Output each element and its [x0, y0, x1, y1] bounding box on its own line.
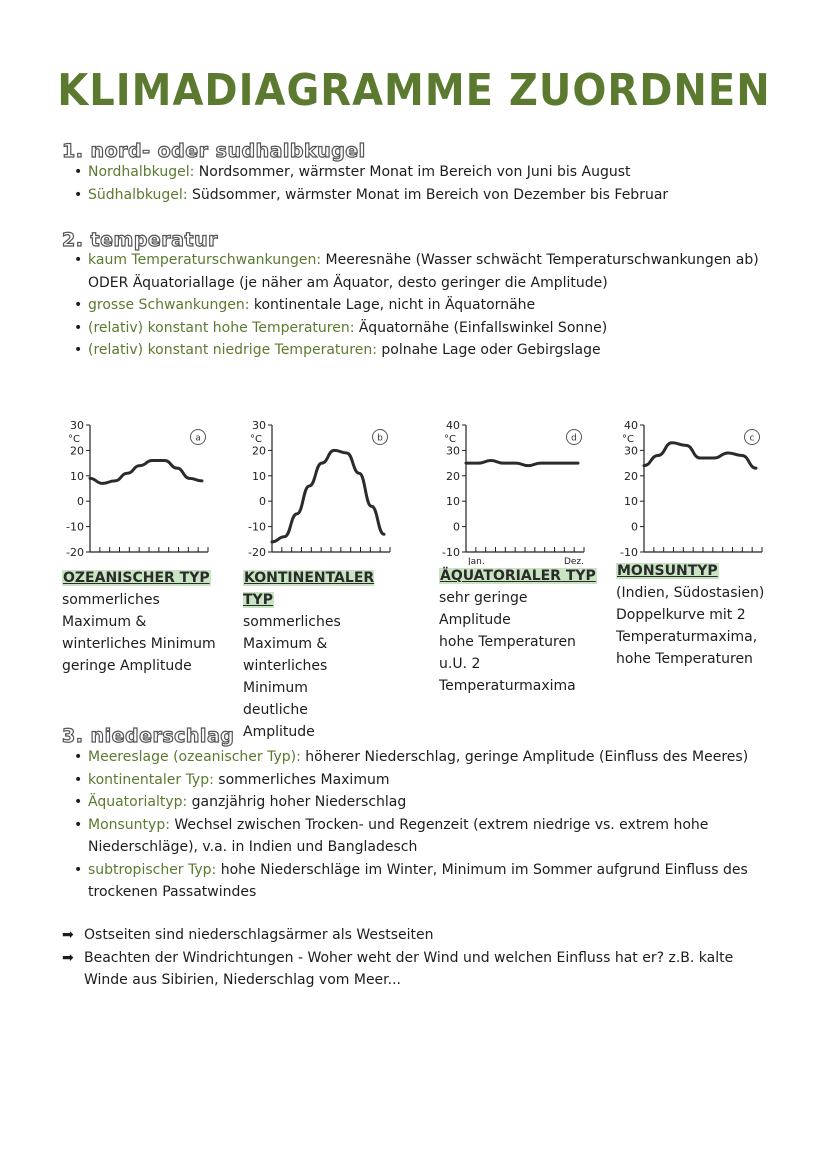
y-tick-label: -10 — [66, 520, 84, 534]
caption-line: hohe Temperaturen — [616, 651, 753, 667]
item-label: Südhalbkugel: — [88, 186, 188, 203]
temperature-curve — [272, 450, 384, 541]
item-label: grosse Schwankungen: — [88, 297, 250, 313]
y-tick-label: 10 — [252, 469, 266, 483]
item-label: Äquatorialtyp: — [88, 794, 188, 810]
caption-line: Temperaturmaxima — [439, 678, 576, 694]
item-text-cont: Niederschläge), v.a. in Indien und Bangladesch — [88, 839, 418, 855]
note-text: Beachten der Windrichtungen - Woher weht der Wind und welchen Einfluss hat er? z.B. kalte — [84, 949, 734, 966]
item-text: polnahe Lage oder Gebirgslage — [376, 342, 601, 358]
arrow-right-icon: ➡ — [62, 949, 74, 966]
list-item — [72, 184, 668, 207]
item-label: Nordhalbkugel: — [88, 164, 195, 180]
y-tick-label: 30 — [70, 419, 84, 432]
caption-line: sommerliches — [62, 592, 160, 608]
item-text: Äquatornähe (Einfallswinkel Sonne) — [354, 319, 608, 336]
list-item — [72, 814, 748, 859]
y-tick-label: -10 — [248, 520, 266, 534]
notes — [62, 924, 733, 992]
y-tick-label: 0 — [631, 520, 638, 534]
y-tick-label: 10 — [446, 495, 460, 509]
note-item — [62, 924, 733, 947]
unit-label: °C — [250, 434, 262, 445]
list-item — [72, 249, 759, 294]
caption-line: Maximum & — [62, 614, 147, 630]
item-text-cont: ODER Äquatoriallage (je näher am Äquator, desto geringer die Amplitude) — [88, 274, 608, 291]
y-tick-label: 10 — [624, 495, 638, 509]
y-tick-label: 20 — [70, 444, 84, 458]
caption-title: KONTINENTALER TYP — [243, 570, 375, 608]
page-title: KLIMADIAGRAMME ZUORDNEN — [57, 66, 771, 116]
list-item — [72, 317, 759, 340]
note-text-cont: Winde aus Sibirien, Niederschlag vom Meer... — [84, 972, 401, 988]
item-text: sommerliches Maximum — [213, 771, 390, 788]
caption-equatorial — [439, 565, 597, 697]
list-item — [72, 746, 748, 769]
y-tick-label: 0 — [453, 520, 460, 534]
unit-label: °C — [444, 434, 456, 445]
caption-title: OZEANISCHER TYP — [63, 570, 210, 586]
item-text: höherer Niederschlag, geringe Amplitude (Einfluss des Meeres) — [300, 749, 749, 765]
caption-line: u.U. 2 — [439, 656, 481, 672]
y-tick-label: -10 — [620, 546, 638, 559]
y-tick-label: 40 — [624, 419, 638, 432]
x-tick-label: Jan. — [468, 557, 485, 565]
y-tick-label: 20 — [624, 469, 638, 483]
item-label: kontinentaler Typ: — [88, 771, 214, 788]
item-text: Nordsommer, wärmster Monat im Bereich von Juni bis August — [194, 164, 631, 180]
temperature-list — [72, 249, 759, 362]
temperature-curve — [644, 443, 756, 468]
section-heading-hemisphere: 1. nord- oder sudhalbkugel — [62, 140, 366, 162]
arrow-right-icon: ➡ — [62, 927, 74, 943]
note-text: Ostseiten sind niederschlagsärmer als Westseiten — [84, 927, 434, 943]
badge-label: b — [377, 433, 383, 444]
item-label: Meereslage (ozeanischer Typ): — [88, 749, 301, 765]
climate-chart-equatorial — [432, 415, 602, 565]
y-tick-label: 0 — [259, 495, 266, 509]
caption-title: ÄQUATORIALER TYP — [440, 568, 596, 584]
item-label: kaum Temperaturschwankungen: — [88, 252, 322, 268]
precipitation-list — [72, 746, 748, 904]
climate-chart-continental — [238, 415, 408, 565]
y-tick-label: -20 — [66, 546, 84, 559]
y-tick-label: 0 — [77, 495, 84, 509]
caption-line: geringe Amplitude — [62, 658, 192, 674]
item-text-cont: trockenen Passatwindes — [88, 884, 257, 900]
item-text: Wechsel zwischen Trocken- und Regenzeit (extrem niedrige vs. extrem hohe — [169, 816, 709, 833]
list-item — [72, 339, 759, 362]
caption-line: winterliches Minimum — [243, 658, 328, 696]
badge-label: d — [571, 433, 577, 444]
list-item — [72, 791, 748, 814]
temperature-curve — [90, 461, 202, 484]
item-label: subtropischer Typ: — [88, 861, 217, 878]
list-item — [72, 294, 759, 317]
item-text: kontinentale Lage, nicht in Äquatornähe — [249, 297, 536, 313]
section-heading-temperature: 2. temperatur — [62, 229, 218, 251]
caption-line: deutliche Amplitude — [243, 702, 315, 740]
badge-label: c — [749, 433, 755, 444]
caption-line: sehr geringe — [439, 590, 528, 606]
y-tick-label: -10 — [442, 546, 460, 559]
list-item — [72, 161, 668, 184]
y-tick-label: 40 — [446, 419, 460, 432]
y-tick-label: 20 — [446, 469, 460, 483]
unit-label: °C — [622, 434, 634, 445]
y-tick-label: 30 — [252, 419, 266, 432]
y-tick-label: 30 — [624, 444, 638, 458]
x-tick-label: Dez. — [563, 557, 584, 565]
item-text: Meeresnähe (Wasser schwächt Temperaturschwankungen ab) — [321, 252, 759, 268]
list-item — [72, 859, 748, 904]
y-tick-label: 10 — [70, 469, 84, 483]
caption-line: Temperaturmaxima, — [616, 629, 758, 645]
y-tick-label: 30 — [446, 444, 460, 458]
item-label: (relativ) konstant hohe Temperaturen: — [88, 319, 355, 336]
item-text: Südsommer, wärmster Monat im Bereich von Dezember bis Februar — [187, 186, 669, 203]
list-item — [72, 769, 748, 792]
hemisphere-list — [72, 161, 668, 206]
caption-line: Maximum & — [243, 636, 328, 652]
caption-title: MONSUNTYP — [617, 563, 718, 579]
climate-chart-oceanic — [56, 415, 226, 565]
caption-continental — [243, 567, 383, 743]
caption-line: Amplitude — [439, 612, 511, 628]
unit-label: °C — [68, 434, 80, 445]
note-item — [62, 947, 733, 992]
caption-oceanic — [62, 567, 216, 677]
item-label: Monsuntyp: — [88, 816, 170, 833]
caption-line: sommerliches — [243, 614, 341, 630]
climate-chart-monsoon — [610, 415, 780, 565]
item-label: (relativ) konstant niedrige Temperaturen: — [88, 342, 377, 358]
caption-monsoon — [616, 560, 764, 670]
caption-line: hohe Temperaturen — [439, 634, 576, 650]
y-tick-label: 20 — [252, 444, 266, 458]
section-heading-precipitation: 3. niederschlag — [62, 725, 235, 747]
item-text: hohe Niederschläge im Winter, Minimum im Sommer aufgrund Einfluss des — [216, 861, 748, 878]
temperature-curve — [466, 461, 578, 466]
caption-line: Doppelkurve mit 2 — [616, 607, 746, 623]
y-tick-label: -20 — [248, 546, 266, 559]
item-text: ganzjährig hoher Niederschlag — [187, 794, 407, 810]
badge-label: a — [195, 433, 201, 444]
caption-line: winterliches Minimum — [62, 636, 216, 652]
caption-line: (Indien, Südostasien) — [616, 585, 765, 601]
